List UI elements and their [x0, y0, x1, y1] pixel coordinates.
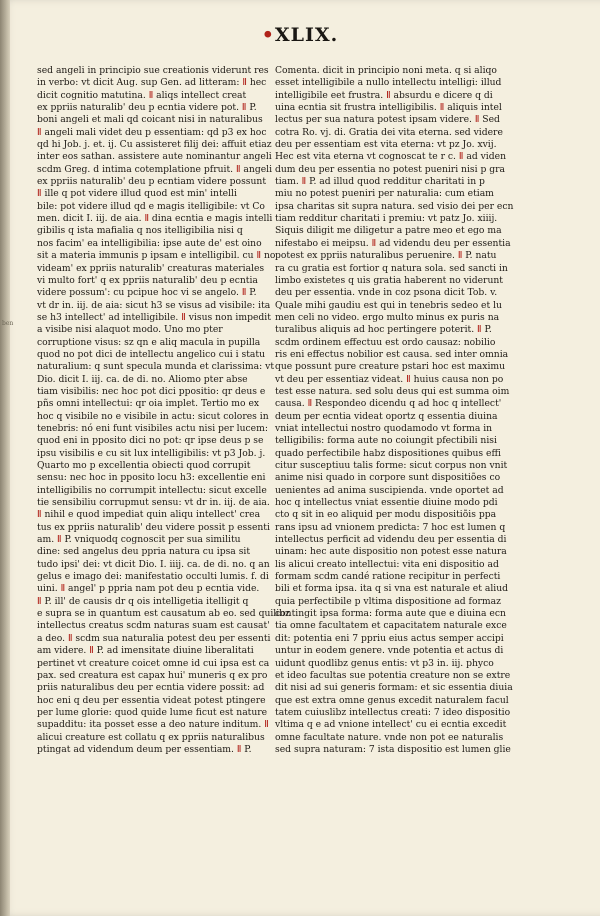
text-line: in verbo: vt dicit Aug. sup Gen. ad litteram: ǁ hec	[37, 77, 267, 89]
text-line: gibilis q ista mafialia q nos itelligibilia nisi q	[37, 225, 243, 237]
text-line: ex ppriis naturalib' deu p ecntia videre pot. ǁ P.	[37, 102, 257, 114]
text-line: per lume glorie: quod quide lume ficut est nature	[37, 706, 268, 718]
text-line: videam' ex ppriis naturalib' creaturas materiales	[37, 262, 265, 274]
paragraph-mark: ǁ	[144, 213, 149, 225]
text-line: telligibilis: forma aute no coiungit pfectibili nisi	[275, 435, 497, 447]
folio-numeral: XLIX.	[274, 24, 339, 46]
text-column-left	[37, 65, 290, 756]
paragraph-mark: ǁ	[439, 102, 445, 114]
text-line: tiam visibilis: nec hoc pot dici ppositio: qr deus e	[37, 385, 266, 397]
text-line: deum per ecntia videat oportz q essentia diuina	[275, 410, 498, 422]
paragraph-mark: ǁ	[386, 89, 391, 101]
text-line: citur susceptiuu talis forme: sicut corpus non vnit	[275, 460, 508, 471]
paragraph-mark: ǁ	[148, 89, 154, 101]
paragraph-mark: ǁ	[406, 373, 411, 385]
text-line: pertinet vt creature coicet omne id cui ipsa est ca	[37, 657, 270, 669]
text-line: tie sensibiliu corrupmut sensu: vt dr in. iij. de aia.	[37, 497, 270, 509]
text-line: hoc eni q deu per essentia videat potest ptingere	[37, 694, 266, 706]
text-line: bili et forma ipsa. ita q si vna est naturale et aliud	[275, 583, 508, 595]
text-line: a visibe nisi alaquot modo. Uno mo pter	[37, 324, 223, 336]
text-line: que est extra omne genus excedit naturalem facul	[275, 694, 509, 706]
page-gutter	[0, 0, 10, 916]
text-line: nifestabo ei meipsu. ǁ ad videndu deu per essentia	[275, 237, 511, 249]
paragraph-mark: ǁ	[256, 250, 262, 262]
text-line: Quarto mo p excellentia obiecti quod corrupit	[37, 460, 251, 471]
text-line: alicui creature est collatu q ex ppriis naturalibus	[37, 731, 265, 743]
text-line: et ideo facultas sue potentia creature non se extre	[275, 669, 511, 681]
paragraph-mark: ǁ	[264, 719, 269, 731]
text-line: quia perfectibile p vltima dispositione ad formaz	[275, 595, 501, 607]
text-line: contingit ipsa forma: forma aute que e diuina ecn	[275, 608, 506, 620]
paragraph-mark: ǁ	[301, 176, 307, 188]
text-line: dit: potentia eni 7 ppriu eius actus semper accipi	[275, 632, 504, 644]
text-line: pax. sed creatura est capax hui' muneris q ex pro	[37, 669, 268, 681]
text-line: tia omne facultatem et capacitatem naturale exce	[275, 620, 507, 632]
text-line: vltima q e ad vnione intellect' cu ei ecntia excedit	[275, 719, 507, 731]
text-line: quod eni in pposito dici no pot: qr ipse deus p se	[37, 435, 264, 447]
text-line: vniat intellectui nostro quodamodo vt forma in	[275, 422, 493, 434]
text-line: inter eos sathan. assistere aute nominantur angeli	[37, 151, 272, 163]
text-line: Siquis diligit me diligetur a patre meo et ego ma	[275, 225, 502, 237]
text-line: a deo. ǁ scdm sua naturalia potest deu per essenti	[37, 632, 271, 644]
text-line: am videre. ǁ P. ad imensitate diuine liberalitati	[37, 645, 254, 657]
text-line: Comenta. dicit in principio noni meta. q si aliqo	[275, 65, 497, 76]
text-line: ex ppriis naturalib' deu p ecntiam videre possunt	[37, 176, 267, 188]
text-line: am. ǁ P. vniquodq cognoscit per sua similitu	[37, 534, 241, 546]
text-line: causa. ǁ Respondeo dicendu q ad hoc q intellect'	[275, 398, 502, 410]
folio-ornament: •	[261, 24, 275, 46]
paragraph-mark: ǁ	[371, 237, 377, 249]
paragraph-mark: ǁ	[235, 163, 241, 175]
text-line: vi multo fort' q ex ppriis naturalib' deu p ecntia	[37, 274, 258, 286]
text-line: sensu: nec hoc in pposito locu h3: excellentie eni	[37, 472, 266, 484]
text-line: quod no pot dici de intellectu angelico cui i statu	[37, 348, 266, 360]
text-line: lis alicui creato intellectui: vita eni dispositio ad	[275, 558, 499, 570]
text-line: uina ecntia sit frustra intelligibilis. ǁ aliquis intel	[275, 102, 502, 114]
text-line: cotra Ro. vj. di. Gratia dei vita eterna. sed videre	[275, 126, 503, 138]
text-line: uini. ǁ angel' p ppria nam pot deu p ecntia vide.	[37, 583, 260, 595]
paragraph-mark: ǁ	[242, 77, 247, 89]
text-line: potest ex ppriis naturalibus peruenire. ǁ P. natu	[275, 250, 497, 262]
text-line: sed angeli in principio sue creationis viderunt res	[37, 65, 269, 76]
text-line: ptingat ad videndum deum per essentiam. ǁ P.	[37, 743, 252, 755]
text-line: omne facultate nature. vnde non pot ee naturalis	[275, 731, 504, 743]
text-line: test esse natura. sed solu deus qui est summa oim	[275, 385, 510, 397]
text-line: scdm Greg. d intima cotemplatione pfruit. ǁ angeli	[37, 163, 273, 175]
text-line: uenientes ad anima suscipienda. vnde oportet ad	[275, 484, 504, 496]
text-line: deu per essentiam est vita eterna: vt pz Jo. xvij.	[275, 139, 497, 151]
text-line: sit a materia immunis p ipsam e intelligibil. cu ǁ no	[37, 250, 276, 262]
text-line: quado perfectibile habz dispositiones quibus effi	[275, 447, 501, 459]
text-line: ipsu visibilis e cu sit lux intelligibilis: vt p3 Job. j.	[37, 447, 266, 459]
text-line: tiam. ǁ P. ad illud quod redditur charitati in p	[275, 176, 485, 188]
text-line: tenebris: nó eni funt visibiles actu nisi per lucem:	[37, 422, 268, 434]
text-line: supadditu: ita posset esse a deo nature inditum. ǁ	[37, 719, 269, 731]
text-line: priis naturalibus deu per ecntia videre possit: ad	[37, 682, 265, 694]
text-line: ǁ nihil e quod impediat quin aliqu intellect' crea	[37, 509, 261, 521]
text-line: ris eni effectus nobilior est causa. sed inter omnia	[275, 348, 509, 360]
text-line: men celi no video. ergo multo minus ex puris na	[275, 311, 500, 323]
paragraph-mark: ǁ	[57, 534, 62, 546]
text-line: Dio. dicit I. iij. ca. de di. no. Aliomo pter abse	[37, 373, 248, 385]
text-column-right	[275, 65, 514, 756]
text-line: ǁ ille q pot videre illud quod est min' intelli	[37, 188, 237, 200]
text-line: e supra se in quantum est causatum ab eo. sed quilibz	[37, 608, 290, 620]
paragraph-mark: ǁ	[241, 287, 247, 299]
text-line: videre possum': cu pcipue hoc vi se angelo. ǁ P.	[37, 287, 257, 299]
text-line: vt deu per essentiaz videat. ǁ huius causa non po	[275, 373, 504, 385]
paragraph-mark: ǁ	[307, 398, 313, 410]
text-line: dum deu per essentia no potest pueniri nisi p gra	[275, 163, 506, 175]
text-line: turalibus aliquis ad hoc pertingere poterit. ǁ P.	[275, 324, 492, 336]
text-line: corruptione visus: sz qn e aliq macula in pupilla	[37, 336, 261, 348]
text-line: se h3 intellect' ad intelligibile. ǁ visus non impedit	[37, 311, 271, 323]
paragraph-mark: ǁ	[37, 509, 42, 521]
text-line: uinam: hec aute dispositio non potest esse natura	[275, 546, 507, 558]
text-line: qd hi Job. j. et. ij. Cu assisteret filij dei: affuit etiaz	[37, 139, 272, 151]
paragraph-mark: ǁ	[37, 126, 42, 138]
text-line: men. dicit I. iij. de aia. ǁ dina ecntia e magis intelli	[37, 213, 273, 225]
paragraph-mark: ǁ	[477, 324, 482, 336]
paragraph-mark: ǁ	[474, 114, 480, 126]
text-line: intelligibile eet frustra. ǁ absurdu e dicere q di	[275, 89, 493, 101]
text-line: uidunt quodlibz genus entis: vt p3 in. iij. phyco	[275, 657, 494, 669]
text-line: ipsa charitas sit supra natura. sed visio dei per ecn	[275, 200, 514, 212]
paragraph-mark: ǁ	[89, 645, 94, 657]
paragraph-mark: ǁ	[67, 632, 73, 644]
text-line: hoc q visibile no e visibile in actu: sicut colores in	[37, 410, 269, 422]
text-line: intellectus creatus scdm naturas suam est causat'	[37, 620, 270, 632]
text-line: tiam redditur charitati i premiu: vt patz Jo. xiiij.	[275, 213, 498, 225]
text-line: dicit cognitio matutina. ǁ aliqs intellect creat	[37, 89, 247, 101]
text-line: anime nisi quado in corpore sunt dispositiões co	[275, 472, 501, 484]
text-line: tudo ipsi' dei: vt dicit Dio. I. iiij. ca. de di. no. q an	[37, 558, 270, 570]
text-line: Quale mihi gaudiu est qui in tenebris sedeo et lu	[275, 299, 502, 311]
text-line: ǁ angeli mali videt deu p essentiam: qd p3 ex hoc	[37, 126, 267, 138]
paragraph-mark: ǁ	[60, 583, 66, 595]
paragraph-mark: ǁ	[241, 102, 247, 114]
text-line: untur in eodem genere. vnde potentia et actus di	[275, 645, 504, 657]
text-line: gelus e imago dei: manifestatio occulti lumis. f. di	[37, 571, 269, 583]
text-line: tatem cuiuslibz intellectus creati: 7 ideo dispositio	[275, 706, 511, 718]
text-line: miu no potest pueniri per naturalia: cum etiam	[275, 188, 494, 200]
text-line: dine: sed angelus deu ppria natura cu ipsa sit	[37, 546, 251, 558]
paragraph-mark: ǁ	[37, 188, 42, 200]
text-line: formam scdm candé ratione recipitur in perfecti	[275, 571, 501, 583]
folio-number	[0, 24, 600, 46]
text-line: tus ex ppriis naturalib' deu videre possit p essenti	[37, 521, 270, 533]
paragraph-mark: ǁ	[236, 743, 242, 755]
text-line: bile: pot videre illud qd e magis itelligibile: vt Co	[37, 200, 265, 212]
text-line: intelligibilis no corrumpit intellectu: sicut excelle	[37, 484, 267, 496]
text-line: ra cu gratia est fortior q natura sola. sed sancti in	[275, 262, 508, 274]
text-line: dit nisi ad sui generis formam: et sic essentia diuia	[275, 682, 513, 694]
text-line: deu per essentia. vnde in coz psona dicit Tob. v.	[275, 287, 498, 299]
marginal-note: ben	[2, 320, 14, 327]
text-line: scdm ordinem effectuu est ordo causaz: nobilio	[275, 336, 496, 348]
text-line: esset intelligibile a nullo intellectu intelligi: illud	[275, 77, 502, 89]
text-line: boni angeli et mali qd coicant nisi in naturalibus	[37, 114, 263, 126]
paragraph-mark: ǁ	[37, 595, 42, 607]
text-line: naturalium: q sunt specula munda et clarissima: vt	[37, 361, 275, 373]
paragraph-mark: ǁ	[458, 151, 464, 163]
paragraph-mark: ǁ	[181, 311, 186, 323]
text-line: Hec est vita eterna vt cognoscat te r c. ǁ ad viden	[275, 151, 506, 163]
text-line: limbo existetes q uis gratia haberent no viderunt	[275, 274, 503, 286]
text-line: ǁ P. ill' de causis dr q ois intelligetia itelligit q	[37, 595, 249, 607]
paragraph-mark: ǁ	[457, 250, 463, 262]
text-line: pñs omni intellectui: qr oia implet. Tertio mo ex	[37, 398, 260, 410]
text-line: nos facim' ea intelligibilia: ipse aute de' est oino	[37, 237, 262, 249]
text-line: vt dr in. iij. de aia: sicut h3 se visus ad visibile: ita	[37, 299, 271, 311]
text-line: sed supra naturam: 7 ista dispositio est lumen glie	[275, 743, 511, 755]
text-line: rans ipsu ad vnionem predicta: 7 hoc est lumen q	[275, 521, 506, 533]
text-line: hoc q intellectus vniat essentie diuine modo pdi	[275, 497, 498, 509]
text-line: cto q sit in eo aliquid per modu dispositiõis ppa	[275, 509, 497, 521]
text-line: lectus per sua natura potest ipsam videre. ǁ Sed	[275, 114, 500, 126]
text-line: intellectus perficit ad videndu deu per essentia di	[275, 534, 507, 546]
text-line: que possunt pure creature pstari hoc est maximu	[275, 361, 506, 373]
